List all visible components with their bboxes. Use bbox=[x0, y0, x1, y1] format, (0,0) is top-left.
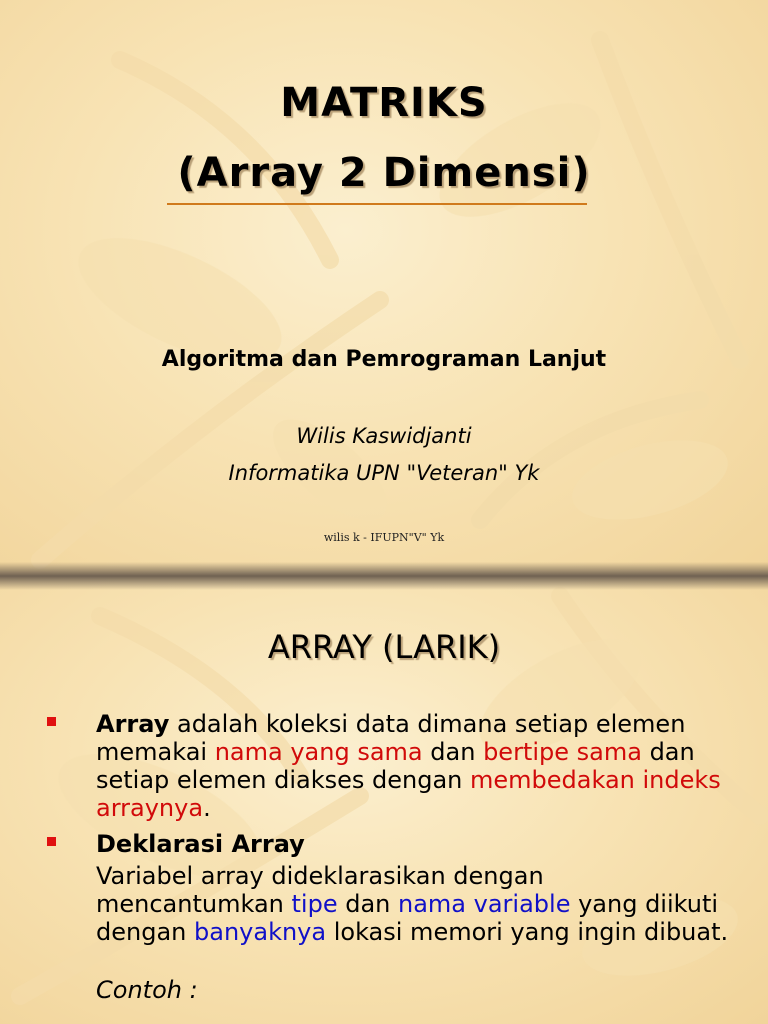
text-segment: yang diikuti dengan bbox=[96, 890, 719, 946]
text-segment: . bbox=[203, 794, 211, 822]
text-segment: adalah koleksi data dimana setiap elemen memakai bbox=[96, 710, 686, 766]
slide-edge-shadow bbox=[0, 576, 768, 590]
slide-title-line2: (Array 2 Dimensi) bbox=[177, 150, 591, 196]
term-deklarasi-array: Deklarasi Array bbox=[96, 830, 305, 858]
text-segment: dan setiap elemen diakses dengan bbox=[96, 738, 695, 794]
text-segment: Variabel array dideklarasikan dengan mencantumkan bbox=[96, 862, 544, 918]
bullet-declaration-text bbox=[96, 862, 736, 946]
text-segment: dan bbox=[422, 738, 484, 766]
text-segment: dan bbox=[337, 890, 398, 918]
highlight-red: membedakan indeks arraynya bbox=[96, 766, 721, 822]
course-subtitle: Algoritma dan Pemrograman Lanjut bbox=[161, 347, 607, 372]
title-underline bbox=[167, 203, 587, 205]
highlight-red: bertipe sama bbox=[483, 738, 642, 766]
author-affiliation: Informatika UPN "Veteran" Yk bbox=[228, 461, 540, 485]
term-array: Array bbox=[96, 710, 170, 738]
example-label: Contoh : bbox=[96, 976, 198, 1004]
slide-footer: wilis k - IFUPN"V" Yk bbox=[323, 531, 445, 544]
highlight-blue: banyaknya bbox=[194, 918, 327, 946]
highlight-blue: tipe bbox=[291, 890, 338, 918]
highlight-blue: nama variable bbox=[398, 890, 571, 918]
slide-heading: ARRAY (LARIK) bbox=[267, 628, 501, 666]
text-segment: lokasi memori yang ingin dibuat. bbox=[326, 918, 729, 946]
author-name: Wilis Kaswidjanti bbox=[296, 424, 472, 448]
bullet-array-definition bbox=[96, 710, 736, 822]
slide-edge-shadow bbox=[0, 562, 768, 576]
bullet-marker bbox=[47, 837, 56, 846]
slide-title-line1: MATRIKS bbox=[280, 80, 488, 126]
content-slide bbox=[0, 576, 768, 1024]
highlight-red: nama yang sama bbox=[214, 738, 423, 766]
bullet-marker bbox=[47, 717, 56, 726]
